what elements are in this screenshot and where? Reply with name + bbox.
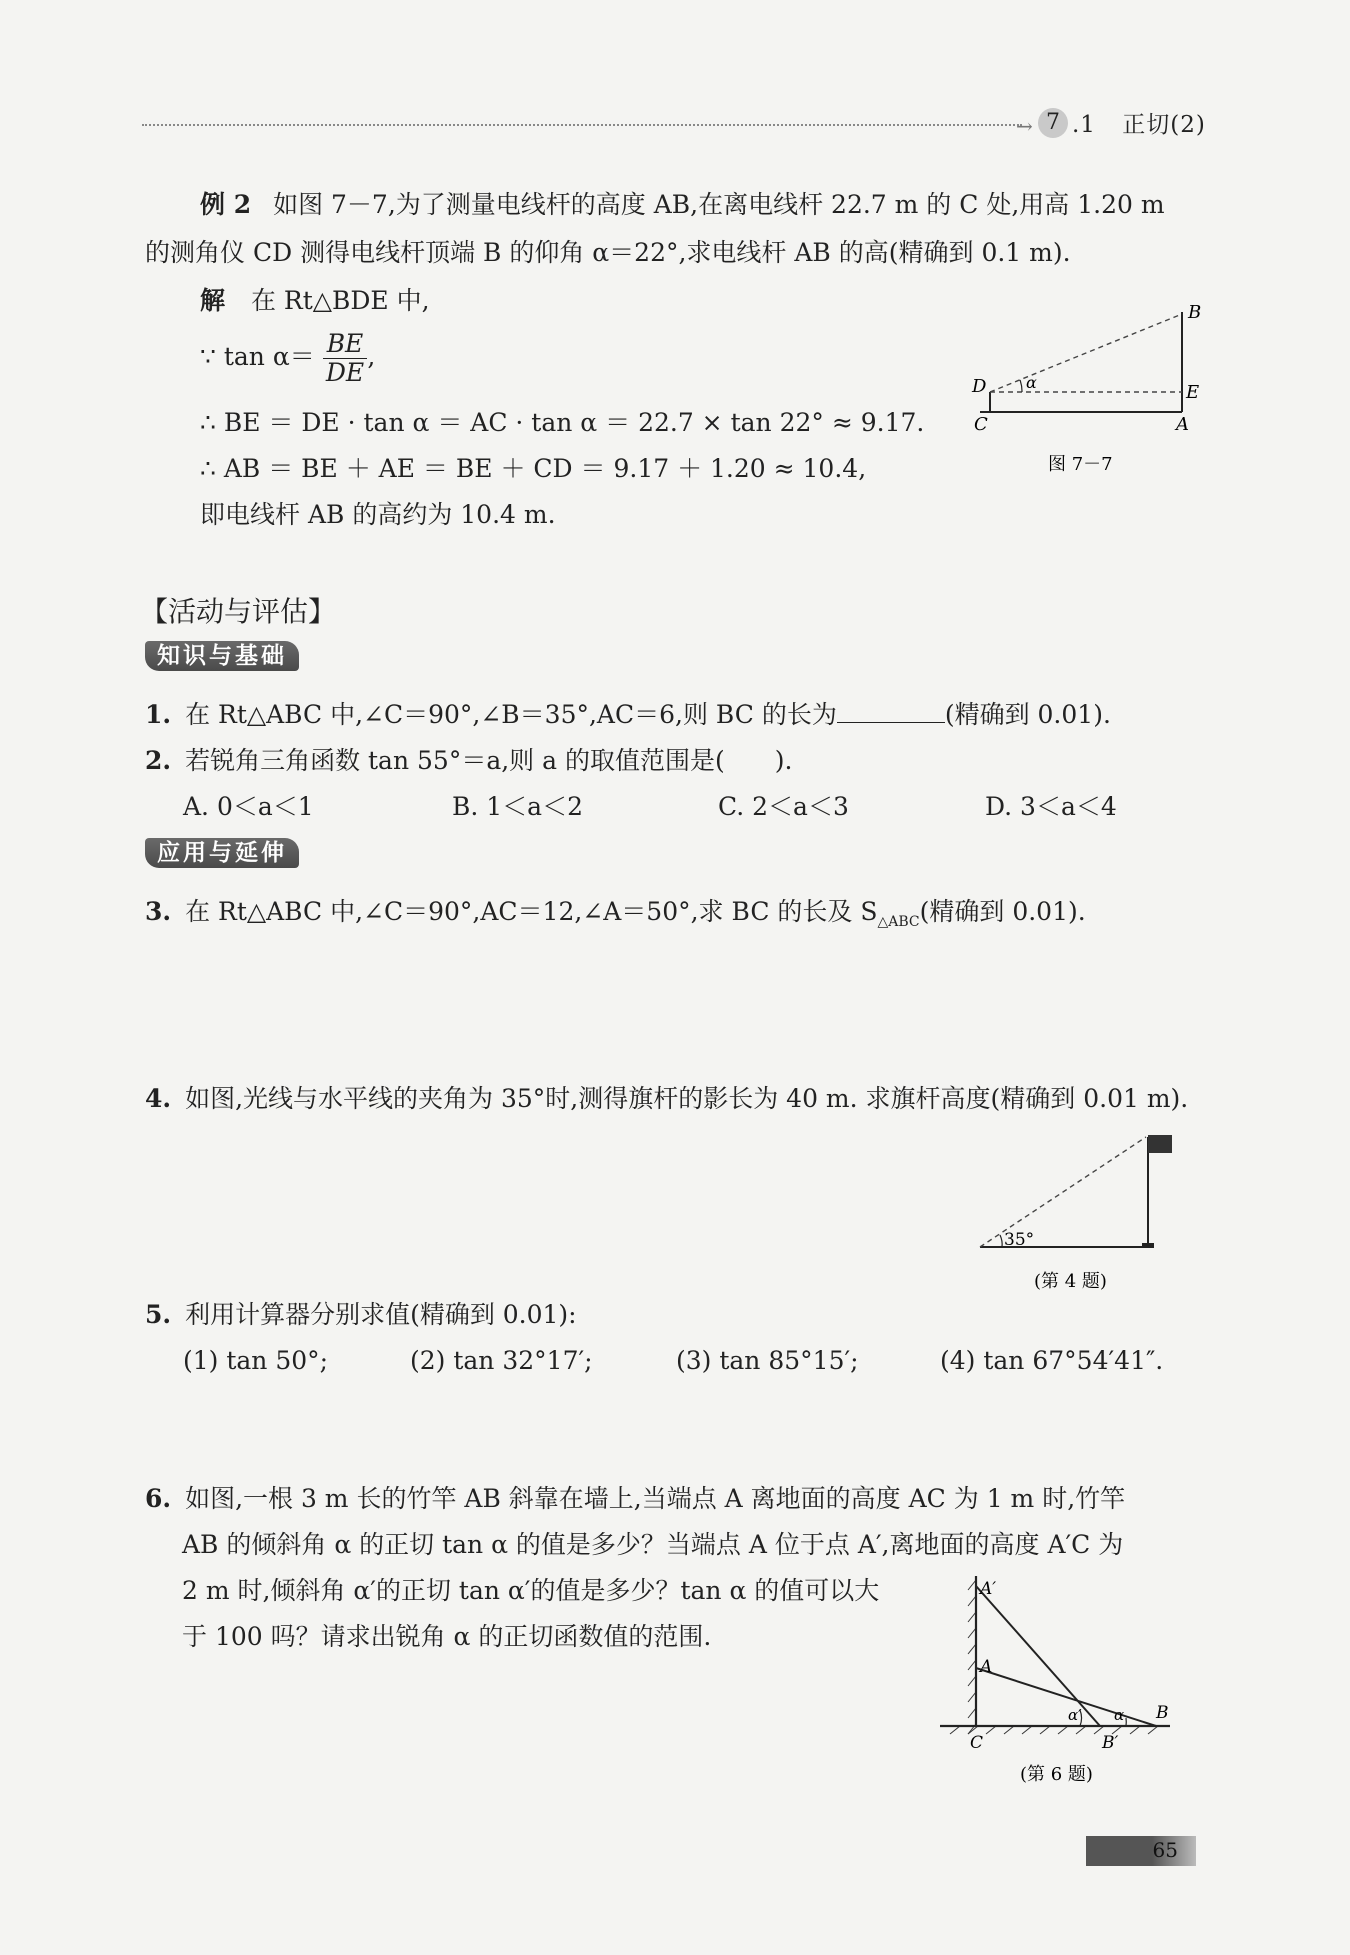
question-5-part-2: (2) tan 32°17′; (410, 1346, 593, 1375)
pole-a-b (976, 1668, 1156, 1726)
label-c: C (970, 1733, 984, 1753)
question-1-text: 在 Rt△ABC 中,∠C＝90°,∠B＝35°,AC＝6,则 BC 的长为 (185, 700, 837, 729)
section-label: .1 (1072, 112, 1096, 138)
question-3-text: 在 Rt△ABC 中,∠C＝90°,AC＝12,∠A＝50°,求 BC 的长及 S (185, 897, 878, 926)
fraction-be-de (323, 330, 368, 387)
angle-label: 35° (1004, 1230, 1035, 1250)
area-subscript: △ABC (877, 914, 920, 930)
question-6-line-2: AB 的倾斜角 α 的正切 tan α 的值是多少？当端点 A 位于点 A′,离地面的高度 A′C 为 (182, 1530, 1124, 1559)
figure-caption: 图 7－7 (1048, 454, 1113, 475)
figure-question-6 (930, 1568, 1190, 1790)
answer-blank (837, 700, 945, 723)
label-b: B (1188, 302, 1202, 323)
banner-application-extension: 应用与延伸 (145, 838, 299, 868)
label-a: A (980, 1657, 993, 1677)
page-number: 65 (1152, 1838, 1178, 1862)
chapter-number-badge: 7 (1038, 108, 1068, 138)
figure-question-4 (970, 1125, 1190, 1295)
fraction-tail: , (367, 342, 376, 371)
example-line-1 (200, 188, 1165, 222)
question-number: 3. (145, 897, 172, 926)
example-line-2: 的测角仪 CD 测得电线杆顶端 B 的仰角 α＝22°,求电线杆 AB 的高(精确到 0.1 m). (145, 238, 1071, 267)
label-b-prime: B′ (1102, 1733, 1119, 1753)
solution-step-1: ∴ BE ＝ DE · tan α ＝ AC · tan α ＝ 22.7 × tan 22° ≈ 9.17. (200, 408, 925, 437)
solution-because (200, 330, 375, 387)
solution-intro (200, 284, 430, 318)
angle-arc (1000, 1235, 1002, 1247)
fraction-numerator: BE (323, 330, 368, 359)
sightline-db (990, 314, 1182, 392)
flag (1148, 1135, 1172, 1153)
label-c: C (974, 414, 988, 435)
question-3-tail: (精确到 0.01). (919, 897, 1086, 926)
question-number: 4. (145, 1084, 172, 1113)
arrow-right-icon: → (1016, 114, 1033, 138)
question-2 (145, 744, 792, 778)
solution-label: 解 (200, 286, 226, 315)
question-6-line-4: 于 100 吗？请求出锐角 α 的正切函数值的范围. (182, 1622, 712, 1651)
question-1-tail: (精确到 0.01). (944, 700, 1111, 729)
figure-caption: (第 6 题) (1020, 1764, 1093, 1785)
label-a-prime: A′ (980, 1579, 997, 1599)
solution-step-2: ∴ AB ＝ BE ＋ AE ＝ BE ＋ CD ＝ 9.17 ＋ 1.20 ≈ 10.4, (200, 454, 867, 483)
question-5-part-3: (3) tan 85°15′; (676, 1346, 859, 1375)
question-5-part-1: (1) tan 50°; (183, 1346, 329, 1375)
figure-caption: (第 4 题) (1034, 1271, 1107, 1292)
label-a: A (1176, 414, 1189, 435)
banner-knowledge-basics: 知识与基础 (145, 641, 299, 671)
solution-intro-text: 在 Rt△BDE 中, (250, 286, 430, 315)
question-6-line-3: 2 m 时,倾斜角 α′的正切 tan α′的值是多少？tan α 的值可以大 (182, 1576, 880, 1605)
page-number-tab (1086, 1836, 1196, 1866)
section-title: 正切(2) (1122, 112, 1206, 138)
example-text-1: 如图 7－7,为了测量电线杆的高度 AB,在离电线杆 22.7 m 的 C 处,用高 1.20 m (273, 190, 1165, 219)
label-alpha: α (1026, 373, 1037, 392)
label-alpha: α (1114, 1706, 1125, 1724)
label-b: B (1156, 1703, 1169, 1723)
question-4 (145, 1082, 1188, 1116)
activity-title: 【活动与评估】 (140, 595, 337, 628)
question-2-option-b: B. 1＜a＜2 (452, 792, 583, 821)
question-number: 2. (145, 746, 172, 775)
label-alpha-prime: α′ (1068, 1706, 1082, 1724)
question-2-text: 若锐角三角函数 tan 55°＝a,则 a 的取值范围是( ). (185, 746, 793, 775)
wall-hatching (968, 1580, 976, 1734)
angle-arc (1020, 380, 1022, 392)
because-text: ∵ tan α＝ (200, 342, 315, 371)
example-label: 例 2 (200, 190, 252, 219)
pole-base (1142, 1243, 1154, 1248)
fraction-denominator: DE (325, 358, 365, 387)
section-header (1072, 106, 1206, 139)
label-e: E (1186, 382, 1200, 403)
question-2-option-c: C. 2＜a＜3 (718, 792, 849, 821)
question-2-option-d: D. 3＜a＜4 (985, 792, 1117, 821)
label-d: D (972, 376, 987, 397)
question-number: 6. (145, 1484, 172, 1513)
question-5-text: 利用计算器分别求值(精确到 0.01): (185, 1300, 577, 1329)
question-4-text: 如图,光线与水平线的夹角为 35°时,测得旗杆的影长为 40 m. 求旗杆高度(精确到 0.01 m). (185, 1084, 1189, 1113)
question-6-line-1 (145, 1482, 1125, 1516)
question-3 (145, 895, 1086, 939)
question-5 (145, 1298, 577, 1332)
question-5-part-4: (4) tan 67°54′41″. (940, 1346, 1164, 1375)
header-dotted-rule (142, 124, 1022, 126)
figure-7-7 (960, 300, 1220, 480)
question-2-option-a: A. 0＜a＜1 (183, 792, 314, 821)
question-1 (145, 698, 1111, 732)
question-6-text-1: 如图,一根 3 m 长的竹竿 AB 斜靠在墙上,当端点 A 离地面的高度 AC 为 1 m 时,竹竿 (185, 1484, 1126, 1513)
pole-a1-b1 (976, 1586, 1100, 1726)
question-number: 5. (145, 1300, 172, 1329)
question-number: 1. (145, 700, 172, 729)
solution-conclusion: 即电线杆 AB 的高约为 10.4 m. (200, 500, 556, 529)
